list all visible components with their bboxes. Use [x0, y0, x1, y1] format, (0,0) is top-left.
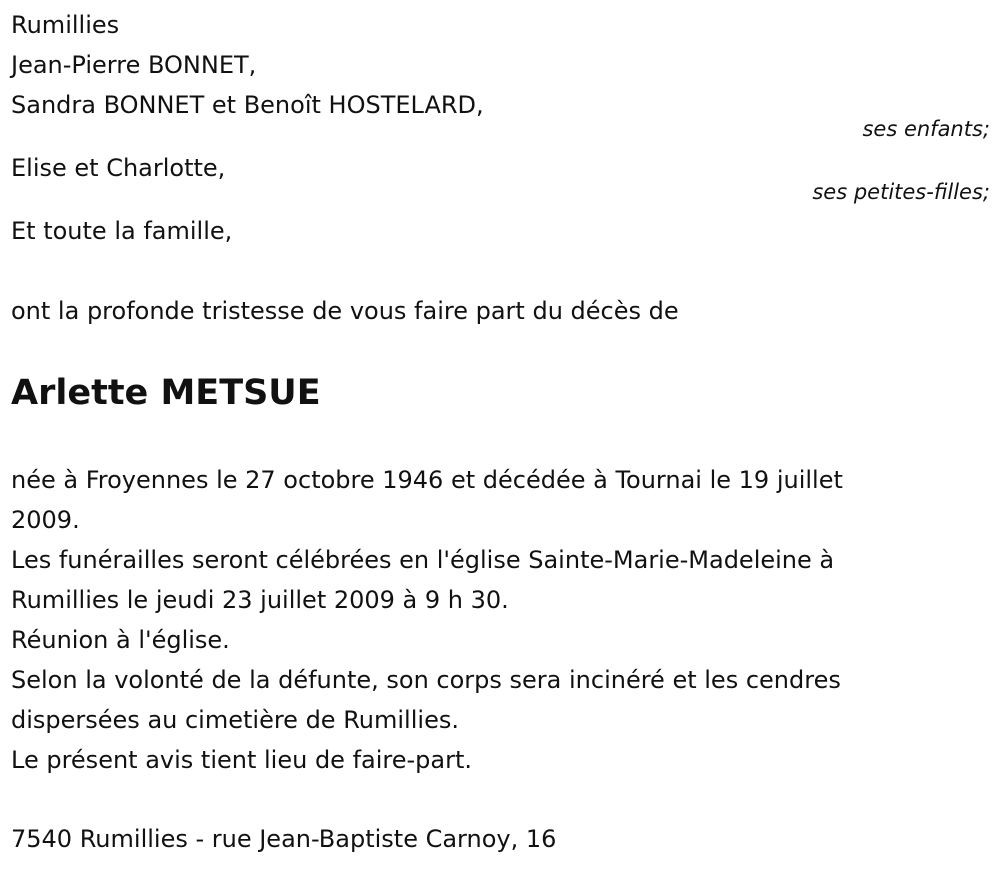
details-paragraph	[11, 460, 971, 780]
family-child-1: Jean-Pierre BONNET,	[11, 51, 257, 79]
detail-line: Réunion à l'église.	[11, 626, 230, 654]
detail-line: née à Froyennes le 27 octobre 1946 et décédée à Tournai le 19 juillet	[11, 466, 843, 494]
detail-line: 2009.	[11, 506, 80, 534]
grandchildren-role: ses petites-filles;	[812, 180, 990, 204]
detail-line: dispersées au cimetière de Rumillies.	[11, 706, 459, 734]
family-place: Rumillies	[11, 11, 120, 39]
detail-line: Le présent avis tient lieu de faire-part.	[11, 746, 473, 774]
children-role: ses enfants;	[862, 117, 990, 141]
deceased-name: Arlette METSUE	[11, 373, 321, 413]
detail-line: Les funérailles seront célébrées en l'église Sainte-Marie-Madeleine à	[11, 546, 835, 574]
family-child-2: Sandra BONNET et Benoît HOSTELARD,	[11, 91, 484, 119]
family-line: Et toute la famille,	[11, 217, 233, 245]
detail-line: Rumillies le jeudi 23 juillet 2009 à 9 h 30.	[11, 586, 509, 614]
address-line: 7540 Rumillies - rue Jean-Baptiste Carnoy, 16	[11, 825, 557, 853]
detail-line: Selon la volonté de la défunte, son corps sera incinéré et les cendres	[11, 666, 841, 694]
announcement-text: ont la profonde tristesse de vous faire part du décès de	[11, 297, 679, 325]
family-grandchildren: Elise et Charlotte,	[11, 154, 226, 182]
